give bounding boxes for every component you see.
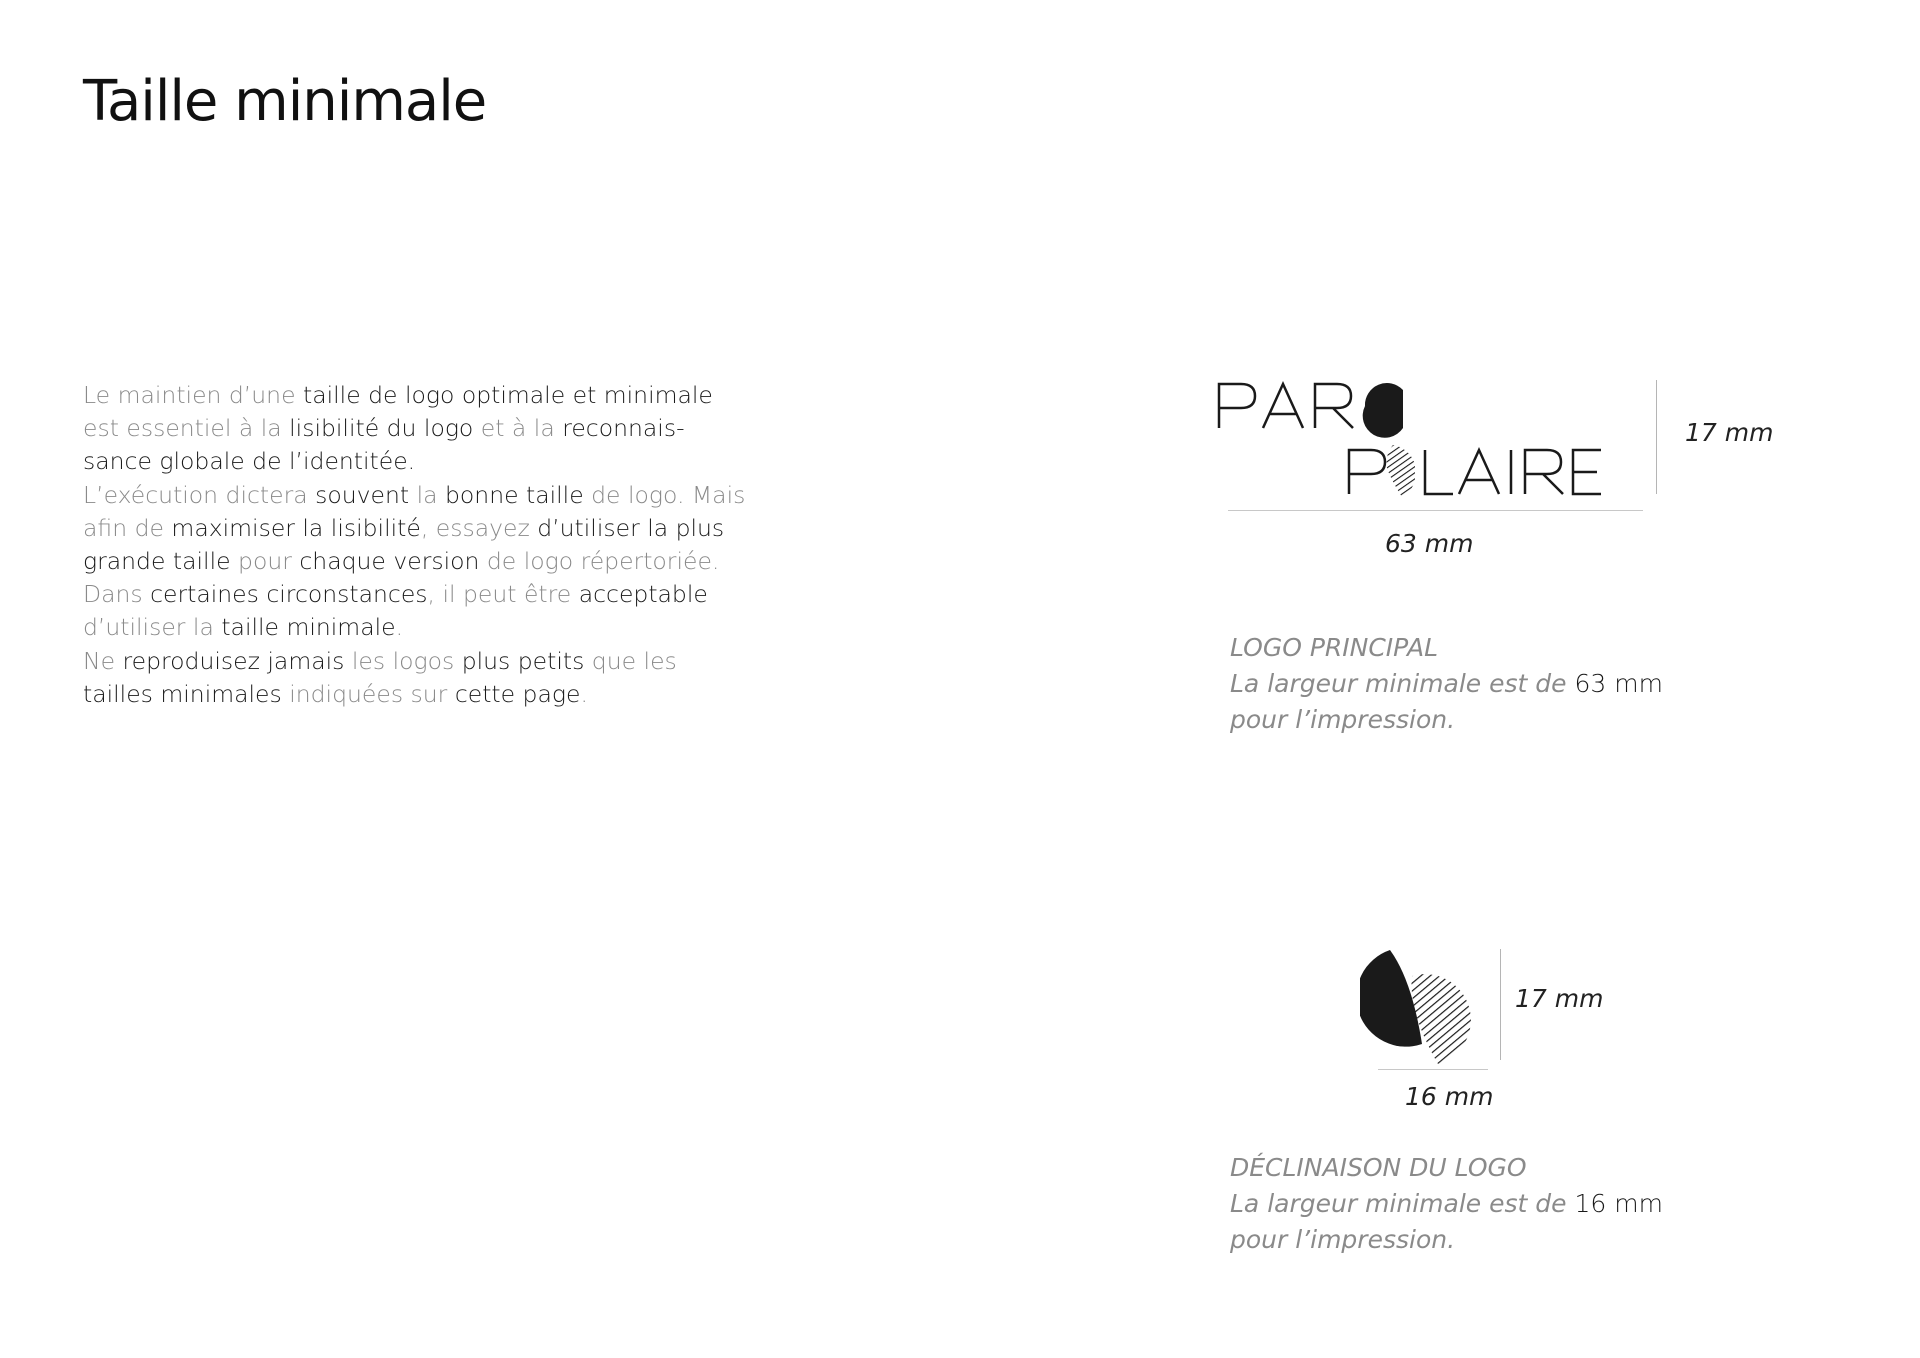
intro-line bbox=[83, 512, 743, 545]
intro-emphasis: sance globale de l’identitée. bbox=[83, 447, 416, 476]
logo-declinaison-width-label: 16 mm bbox=[1405, 1082, 1494, 1111]
logo-principal-width-label: 63 mm bbox=[1385, 529, 1474, 558]
intro-text: les logos bbox=[344, 646, 462, 675]
intro-text: Dans bbox=[83, 580, 151, 609]
intro-text: pour bbox=[230, 547, 300, 576]
logo-declinaison-caption-prefix: La largeur minimale est de bbox=[1230, 1189, 1575, 1218]
logo-principal-height-label: 17 mm bbox=[1685, 418, 1774, 447]
logo-declinaison-width-line bbox=[1378, 1069, 1488, 1070]
logo-declinaison-caption-suffix: pour l’impression. bbox=[1230, 1225, 1456, 1254]
intro-emphasis: souvent bbox=[315, 480, 410, 509]
logo-principal-caption-suffix: pour l’impression. bbox=[1230, 705, 1456, 734]
logo-principal-caption-title: LOGO PRINCIPAL bbox=[1230, 633, 1439, 662]
intro-emphasis: tailles minimales bbox=[83, 679, 282, 708]
intro-text: L’exécution dictera bbox=[83, 480, 316, 509]
intro-emphasis: bonne taille bbox=[445, 480, 584, 509]
intro-line bbox=[83, 545, 743, 578]
intro-text: . bbox=[395, 613, 404, 642]
intro-emphasis: maximiser la lisibilité bbox=[171, 513, 421, 542]
intro-emphasis: lisibilité du logo bbox=[289, 414, 474, 443]
intro-emphasis: certaines circonstances bbox=[150, 580, 428, 609]
page-title: Taille minimale bbox=[83, 69, 487, 134]
intro-emphasis: reproduisez jamais bbox=[122, 646, 345, 675]
intro-text: Ne bbox=[83, 646, 123, 675]
intro-text: de logo répertoriée. bbox=[479, 547, 720, 576]
intro-line bbox=[83, 479, 746, 512]
logo-declinaison-caption bbox=[1230, 1150, 1663, 1258]
intro-emphasis: chaque version bbox=[299, 547, 480, 576]
logo-declinaison-height-line bbox=[1500, 949, 1501, 1060]
logo-declinaison-mark bbox=[1360, 940, 1480, 1065]
intro-text: . bbox=[580, 679, 588, 708]
intro-text: indiquées sur bbox=[281, 679, 455, 708]
logo-principal-caption-prefix: La largeur minimale est de bbox=[1230, 669, 1575, 698]
intro-emphasis: d’utiliser la plus bbox=[537, 513, 725, 542]
intro-text: que les bbox=[584, 646, 677, 675]
intro-text: , essayez bbox=[420, 513, 538, 542]
logo-declinaison-caption-value: 16 mm bbox=[1574, 1189, 1663, 1218]
logo-principal-height-line bbox=[1656, 380, 1657, 494]
intro-text: et à la bbox=[473, 414, 563, 443]
intro-paragraph bbox=[83, 379, 746, 711]
logo-principal-caption bbox=[1230, 630, 1663, 738]
intro-line bbox=[83, 611, 743, 644]
logo-declinaison-height-label: 17 mm bbox=[1515, 984, 1604, 1013]
intro-emphasis: cette page bbox=[454, 679, 581, 708]
intro-text: afin de bbox=[83, 513, 172, 542]
intro-emphasis: acceptable bbox=[578, 580, 708, 609]
intro-line bbox=[83, 645, 743, 678]
intro-text: Le maintien d’une bbox=[83, 381, 303, 409]
logo-principal-wordmark bbox=[1215, 374, 1655, 504]
intro-text: d’utiliser la bbox=[83, 613, 222, 642]
intro-line bbox=[83, 678, 743, 711]
intro-emphasis: grande taille bbox=[83, 547, 231, 576]
intro-text: la bbox=[409, 480, 445, 509]
logo-principal-caption-value: 63 mm bbox=[1574, 669, 1663, 698]
intro-emphasis: plus petits bbox=[461, 646, 585, 675]
intro-line bbox=[83, 578, 743, 611]
intro-text: , il peut être bbox=[427, 580, 579, 609]
intro-line bbox=[83, 412, 743, 445]
intro-emphasis: taille de logo optimale et minimale bbox=[303, 381, 713, 409]
intro-line bbox=[83, 445, 743, 478]
intro-text: est essentiel à la bbox=[83, 414, 290, 443]
intro-emphasis: reconnais- bbox=[562, 414, 685, 443]
intro-line bbox=[83, 379, 743, 412]
intro-emphasis: taille minimale bbox=[221, 613, 396, 642]
logo-principal-width-line bbox=[1228, 510, 1643, 511]
logo-declinaison-caption-title: DÉCLINAISON DU LOGO bbox=[1230, 1153, 1527, 1182]
intro-text: de logo. Mais bbox=[583, 480, 746, 509]
